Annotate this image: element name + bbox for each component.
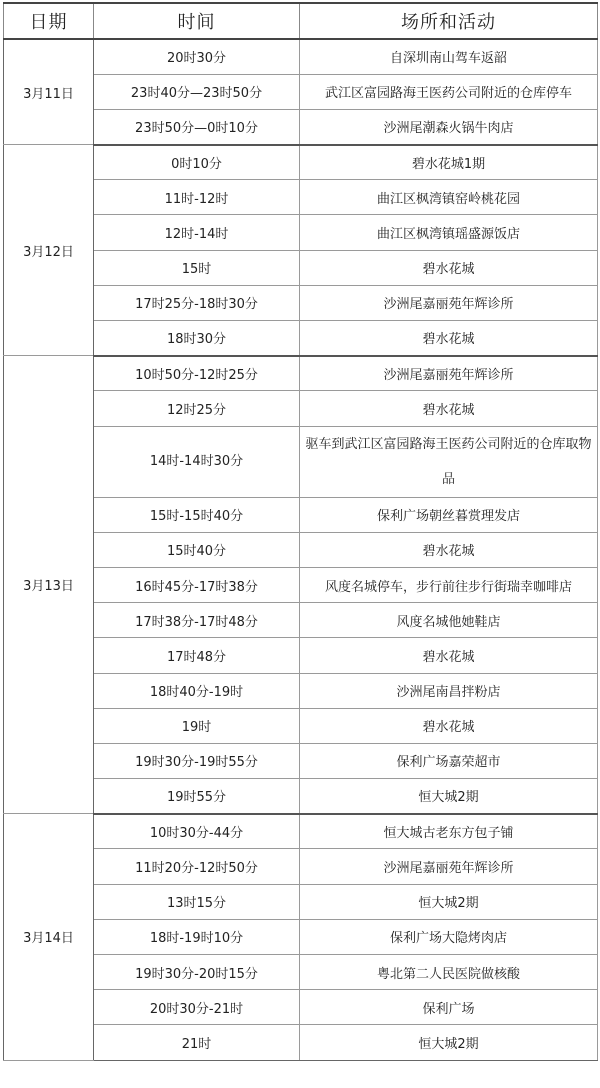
table-row [4, 708, 598, 743]
time-cell: 17时38分-17时48分 [94, 603, 300, 638]
time-cell: 12时25分 [94, 391, 300, 426]
time-cell: 14时-14时30分 [94, 426, 300, 497]
place-cell: 保利广场大隐烤肉店 [300, 919, 598, 954]
place-cell: 驱车到武江区富园路海王医药公司附近的仓库取物品 [300, 426, 598, 497]
place-cell: 粤北第二人民医院做核酸 [300, 955, 598, 990]
place-cell: 碧水花城 [300, 708, 598, 743]
place-cell: 沙洲尾南昌拌粉店 [300, 673, 598, 708]
time-cell: 11时20分-12时50分 [94, 849, 300, 884]
place-cell: 碧水花城1期 [300, 145, 598, 180]
header-date: 日期 [4, 3, 94, 39]
time-cell: 0时10分 [94, 145, 300, 180]
place-cell: 沙洲尾嘉丽苑年辉诊所 [300, 849, 598, 884]
time-cell: 13时15分 [94, 884, 300, 919]
time-cell: 23时50分—0时10分 [94, 109, 300, 144]
place-cell: 风度名城他她鞋店 [300, 603, 598, 638]
place-cell: 碧水花城 [300, 532, 598, 567]
time-cell: 20时30分-21时 [94, 990, 300, 1025]
place-cell: 碧水花城 [300, 321, 598, 356]
place-cell: 恒大城2期 [300, 884, 598, 919]
date-cell: 3月13日 [4, 356, 94, 814]
place-cell: 保利广场朝丝暮赏理发店 [300, 497, 598, 532]
table-row [4, 356, 598, 391]
time-cell: 10时50分-12时25分 [94, 356, 300, 391]
table-row [4, 497, 598, 532]
table-row [4, 567, 598, 602]
time-cell: 12时-14时 [94, 215, 300, 250]
header-row [4, 3, 598, 39]
time-cell: 15时40分 [94, 532, 300, 567]
date-cell: 3月14日 [4, 814, 94, 1060]
table-row [4, 250, 598, 285]
table-row [4, 919, 598, 954]
table-row [4, 285, 598, 320]
time-cell: 23时40分—23时50分 [94, 74, 300, 109]
time-cell: 17时48分 [94, 638, 300, 673]
table-row [4, 74, 598, 109]
table-row [4, 145, 598, 180]
place-cell: 曲江区枫湾镇窑岭桃花园 [300, 180, 598, 215]
place-cell: 沙洲尾嘉丽苑年辉诊所 [300, 285, 598, 320]
time-cell: 11时-12时 [94, 180, 300, 215]
time-cell: 20时30分 [94, 39, 300, 74]
place-cell: 碧水花城 [300, 391, 598, 426]
table-row [4, 180, 598, 215]
table-row [4, 215, 598, 250]
table-row [4, 849, 598, 884]
header-place: 场所和活动 [300, 3, 598, 39]
table-row [4, 426, 598, 497]
place-cell: 碧水花城 [300, 638, 598, 673]
place-cell: 曲江区枫湾镇瑶盛源饭店 [300, 215, 598, 250]
place-cell: 武江区富园路海王医药公司附近的仓库停车 [300, 74, 598, 109]
place-cell: 恒大城2期 [300, 1025, 598, 1060]
date-cell: 3月11日 [4, 39, 94, 145]
table-row [4, 532, 598, 567]
time-cell: 17时25分-18时30分 [94, 285, 300, 320]
table-row [4, 779, 598, 814]
place-cell: 风度名城停车，步行前往步行街瑞幸咖啡店 [300, 567, 598, 602]
table-row [4, 743, 598, 778]
place-cell: 自深圳南山驾车返韶 [300, 39, 598, 74]
schedule-table [3, 2, 598, 1061]
place-cell: 沙洲尾潮森火锅牛肉店 [300, 109, 598, 144]
table-row [4, 814, 598, 849]
time-cell: 19时30分-20时15分 [94, 955, 300, 990]
table-row [4, 884, 598, 919]
time-cell: 19时 [94, 708, 300, 743]
table-row [4, 1025, 598, 1060]
time-cell: 15时-15时40分 [94, 497, 300, 532]
table-row [4, 603, 598, 638]
table-row [4, 109, 598, 144]
table-row [4, 990, 598, 1025]
time-cell: 19时55分 [94, 779, 300, 814]
place-cell: 保利广场 [300, 990, 598, 1025]
table-row [4, 391, 598, 426]
time-cell: 19时30分-19时55分 [94, 743, 300, 778]
time-cell: 21时 [94, 1025, 300, 1060]
date-cell: 3月12日 [4, 145, 94, 356]
header-time: 时间 [94, 3, 300, 39]
time-cell: 18时-19时10分 [94, 919, 300, 954]
time-cell: 18时30分 [94, 321, 300, 356]
table-row [4, 321, 598, 356]
place-cell: 恒大城2期 [300, 779, 598, 814]
place-cell: 恒大城古老东方包子铺 [300, 814, 598, 849]
place-cell: 碧水花城 [300, 250, 598, 285]
time-cell: 15时 [94, 250, 300, 285]
time-cell: 18时40分-19时 [94, 673, 300, 708]
table-row [4, 638, 598, 673]
table-row [4, 39, 598, 74]
time-cell: 16时45分-17时38分 [94, 567, 300, 602]
place-cell: 保利广场嘉荣超市 [300, 743, 598, 778]
place-cell: 沙洲尾嘉丽苑年辉诊所 [300, 356, 598, 391]
time-cell: 10时30分-44分 [94, 814, 300, 849]
table-row [4, 955, 598, 990]
table-row [4, 673, 598, 708]
